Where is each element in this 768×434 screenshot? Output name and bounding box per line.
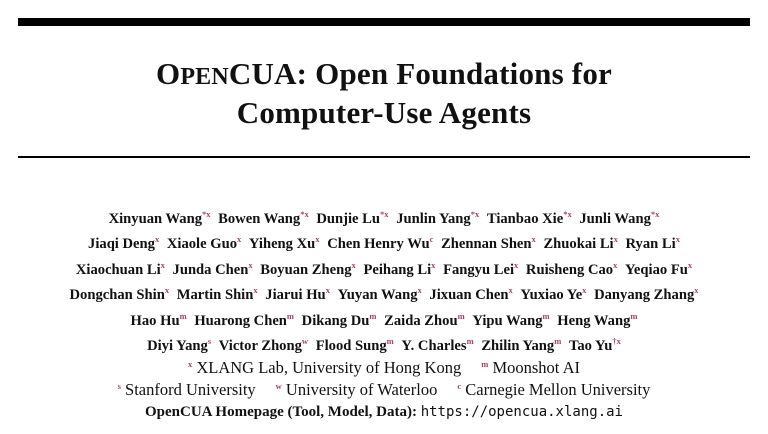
author [543, 236, 617, 252]
author-name: Yipu Wang [472, 312, 543, 329]
author-line [0, 334, 768, 359]
author [167, 236, 241, 252]
author-affiliation-mark: x [351, 259, 356, 270]
author [579, 211, 659, 227]
author-name: Danyang Zhang [594, 287, 695, 304]
author-affiliation-mark: *x [300, 209, 309, 219]
author-name: Yiheng Xu [248, 236, 316, 253]
author [429, 287, 512, 303]
author [177, 287, 258, 303]
author-name: Zhuokai Li [543, 236, 614, 253]
affiliation-mark: c [457, 380, 462, 391]
author-name: Y. Charles [401, 338, 467, 355]
author-affiliation-mark: x [325, 285, 330, 296]
author [363, 259, 436, 278]
affiliation [481, 358, 580, 377]
author-name: Diyi Yang [147, 338, 208, 355]
author-name: Xiaole Guo [166, 236, 237, 253]
author-affiliation-mark: x [417, 285, 422, 296]
author-line [0, 232, 768, 257]
affiliation-name: Moonshot AI [492, 358, 581, 377]
author-affiliation-mark: x [248, 259, 253, 270]
author [625, 259, 693, 278]
author [172, 259, 253, 278]
author-name: Junli Wang [579, 211, 651, 227]
author-affiliation-mark: m [179, 310, 187, 321]
author [401, 338, 473, 354]
affiliation [457, 380, 650, 399]
author [218, 211, 309, 227]
author-name: Yuyan Wang [337, 287, 418, 304]
author-name: Dikang Du [301, 312, 370, 329]
author [301, 310, 377, 329]
author [75, 259, 165, 278]
author [443, 259, 519, 278]
author-affiliation-mark: x [694, 285, 699, 296]
author-affiliation-mark: x [164, 285, 170, 296]
affiliation-name: University of Waterloo [285, 379, 438, 399]
author [441, 236, 536, 252]
author [219, 338, 308, 354]
author-affiliation-mark: s [207, 336, 212, 347]
affiliation-name: XLANG Lab, University of Hong Kong [196, 358, 462, 377]
author-name: Fangyu Lei [443, 261, 515, 278]
author-name: Xiaochuan Li [75, 261, 161, 278]
author [384, 310, 465, 329]
author-name: Martin Shin [176, 287, 254, 304]
author-name: Ryan Li [625, 236, 676, 253]
author [481, 338, 561, 354]
author-affiliation-mark: †x [612, 336, 621, 347]
author-affiliation-mark: x [508, 285, 513, 296]
author-name: Junlin Yang [396, 211, 471, 227]
author-affiliation-mark: *x [202, 209, 211, 219]
bottom-rule [18, 156, 750, 158]
author-affiliation-mark: x [531, 234, 536, 245]
author-name: Bowen Wang [218, 211, 301, 227]
author [472, 310, 550, 329]
author [594, 287, 698, 303]
author-name: Heng Wang [557, 312, 631, 329]
author-affiliation-mark: x [154, 234, 160, 245]
author-name: Chen Henry Wu [327, 236, 430, 253]
homepage-label: OpenCUA Homepage (Tool, Model, Data): [145, 404, 417, 420]
author-affiliation-mark: w [301, 336, 309, 347]
author [327, 236, 433, 252]
author [520, 287, 586, 303]
affiliation [188, 358, 461, 377]
author-affiliation-mark: x [613, 234, 618, 245]
author-name: Zaida Zhou [384, 312, 458, 329]
affiliation [276, 380, 438, 399]
author-affiliation-mark: x [514, 259, 519, 270]
author-name: Peihang Li [363, 261, 432, 278]
author-affiliation-mark: *x [650, 209, 660, 219]
author-affiliation-mark: m [457, 310, 465, 321]
author-name: Yeqiao Fu [625, 261, 688, 278]
author [396, 211, 479, 227]
author-line [0, 258, 768, 283]
author [109, 211, 211, 227]
author [70, 287, 170, 303]
author-name: Jixuan Chen [429, 287, 509, 304]
author-affiliation-mark: m [630, 310, 638, 321]
author-line [0, 309, 768, 334]
top-rule [18, 18, 750, 26]
author-name: Xinyuan Wang [108, 211, 202, 227]
author-name: Ruisheng Cao [525, 261, 614, 278]
paper-title [0, 56, 768, 131]
author [194, 310, 295, 329]
author-name: Jiaqi Deng [88, 236, 155, 253]
affiliation [118, 380, 256, 399]
author-affiliation-mark: m [386, 336, 394, 347]
author-list [0, 207, 768, 359]
affiliation-mark: x [187, 359, 193, 369]
title-line-1-rest: CUA: Open Foundations for [228, 56, 612, 91]
author-affiliation-mark: *x [563, 209, 572, 219]
author-affiliation-mark: x [315, 234, 320, 245]
author-affiliation-mark: *x [470, 209, 480, 219]
title-line-2: Computer-Use Agents [236, 95, 532, 130]
author-name: Tianbao Xie [486, 211, 564, 227]
author-name: Victor Zhong [218, 338, 302, 355]
author-name: Dongchan Shin [69, 287, 165, 304]
author [338, 287, 422, 303]
title-initial: O [155, 56, 181, 91]
author [626, 236, 680, 252]
author [88, 236, 159, 252]
author-name: Yuxiao Ye [520, 287, 583, 304]
author-affiliation-mark: x [237, 234, 242, 245]
homepage-url[interactable]: https://opencua.xlang.ai [420, 404, 623, 420]
author-affiliation-mark: x [253, 285, 258, 296]
author [249, 236, 320, 252]
affiliation-mark: m [481, 359, 489, 369]
affiliation-list [0, 357, 768, 400]
author-affiliation-mark: m [554, 336, 562, 347]
homepage-line [0, 404, 768, 421]
author-name: Dunjie Lu [316, 211, 381, 227]
affiliation-name: Stanford University [125, 379, 256, 399]
author-name: Jiarui Hu [265, 287, 326, 304]
author [525, 259, 618, 278]
author [487, 211, 572, 227]
author [569, 338, 621, 354]
author-affiliation-mark: m [286, 310, 295, 321]
author-affiliation-mark: x [582, 285, 587, 296]
author-name: Hao Hu [130, 312, 180, 329]
author [130, 310, 187, 329]
author-name: Zhilin Yang [481, 338, 555, 355]
author-affiliation-mark: x [675, 234, 680, 245]
author-affiliation-mark: x [613, 259, 618, 270]
author-name: Tao Yu [568, 338, 613, 355]
affiliation-line [0, 357, 768, 379]
author [316, 211, 388, 227]
affiliation-mark: w [275, 380, 282, 391]
author-name: Boyuan Zheng [260, 261, 352, 278]
title-small-caps: PEN [180, 64, 229, 90]
author-affiliation-mark: x [431, 259, 436, 270]
author-line [0, 283, 768, 308]
author-affiliation-mark: m [466, 336, 474, 347]
author-name: Huarong Chen [194, 312, 287, 329]
author [147, 338, 211, 354]
author-affiliation-mark: x [160, 259, 165, 270]
author [316, 338, 394, 354]
author [260, 259, 356, 278]
author-affiliation-mark: m [369, 310, 377, 321]
author-affiliation-mark: x [687, 259, 693, 270]
author-name: Junda Chen [172, 261, 249, 278]
affiliation-line [0, 379, 768, 401]
author [265, 287, 330, 303]
author [557, 310, 638, 329]
author-name: Flood Sung [315, 338, 387, 355]
author-line [0, 207, 768, 232]
author-name: Zhennan Shen [441, 236, 532, 253]
affiliation-name: Carnegie Mellon University [465, 379, 651, 399]
title-line-1 [0, 56, 768, 95]
affiliation-mark: s [117, 380, 121, 391]
author-affiliation-mark: *x [380, 209, 389, 219]
author-affiliation-mark: m [542, 310, 550, 321]
author-affiliation-mark: c [429, 234, 434, 245]
